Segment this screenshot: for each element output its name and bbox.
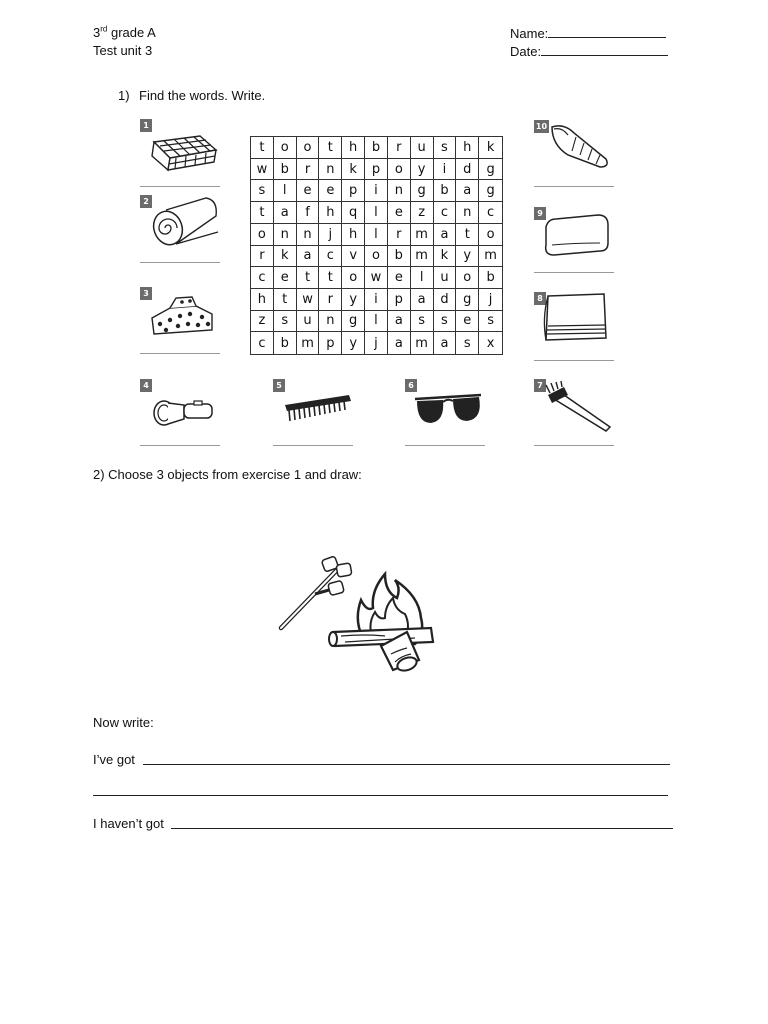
item-10-number: 10 — [535, 122, 548, 131]
grid-cell[interactable]: o — [297, 137, 320, 159]
havent-got-line[interactable] — [171, 828, 673, 829]
grid-cell[interactable]: k — [342, 159, 365, 181]
item-9-answer-line[interactable] — [534, 272, 614, 273]
grid-cell[interactable]: a — [274, 202, 297, 224]
grid-cell[interactable]: r — [319, 289, 342, 311]
grid-cell[interactable]: a — [456, 180, 479, 202]
blanket-icon — [140, 120, 220, 180]
grid-cell[interactable]: g — [411, 180, 434, 202]
grid-cell[interactable]: h — [319, 202, 342, 224]
grid-cell[interactable]: t — [319, 137, 342, 159]
grid-cell[interactable]: b — [434, 180, 457, 202]
grid-cell[interactable]: y — [342, 332, 365, 354]
towel-icon — [534, 288, 614, 348]
grid-cell[interactable]: g — [456, 289, 479, 311]
grid-cell[interactable]: g — [342, 311, 365, 333]
grid-cell[interactable]: e — [388, 202, 411, 224]
grid-cell[interactable]: a — [434, 332, 457, 354]
grid-cell[interactable]: s — [479, 311, 502, 333]
grid-cell[interactable]: i — [434, 159, 457, 181]
grid-cell[interactable]: o — [251, 224, 274, 246]
exercise-1-number: 1) — [118, 88, 130, 103]
item-7-answer-line[interactable] — [534, 445, 614, 446]
torch-icon — [140, 377, 220, 437]
grid-cell[interactable]: a — [388, 311, 411, 333]
grid-cell[interactable]: b — [388, 246, 411, 268]
grid-cell[interactable]: s — [434, 137, 457, 159]
grid-cell[interactable]: j — [319, 224, 342, 246]
grid-cell[interactable]: s — [434, 311, 457, 333]
grid-cell[interactable]: p — [365, 159, 388, 181]
grid-cell[interactable]: k — [434, 246, 457, 268]
grid-cell[interactable]: c — [479, 202, 502, 224]
comb-icon — [273, 377, 353, 437]
grid-cell[interactable]: h — [342, 137, 365, 159]
grid-cell[interactable]: m — [479, 246, 502, 268]
grid-cell[interactable]: o — [342, 267, 365, 289]
grid-cell[interactable]: e — [388, 267, 411, 289]
grid-cell[interactable]: r — [251, 246, 274, 268]
grid-cell[interactable]: h — [251, 289, 274, 311]
item-5-answer-line[interactable] — [273, 445, 353, 446]
item-8-number: 8 — [534, 292, 546, 305]
item-2-number: 2 — [140, 195, 152, 208]
grid-cell[interactable]: r — [297, 159, 320, 181]
date-field[interactable] — [510, 43, 668, 60]
grid-cell[interactable]: n — [319, 159, 342, 181]
grid-cell[interactable]: m — [297, 332, 320, 354]
grid-cell[interactable]: r — [388, 137, 411, 159]
toothbrush-icon — [534, 377, 614, 437]
grid-cell[interactable]: a — [434, 224, 457, 246]
name-line — [548, 25, 666, 38]
havent-got-label: I haven’t got — [93, 816, 164, 831]
grid-cell[interactable]: c — [251, 332, 274, 354]
grid-cell[interactable]: d — [456, 159, 479, 181]
item-10-answer-line[interactable] — [534, 186, 614, 187]
grid-cell[interactable]: h — [342, 224, 365, 246]
item-1-answer-line[interactable] — [140, 186, 220, 187]
grid-cell[interactable]: l — [365, 224, 388, 246]
item-6-number: 6 — [405, 379, 417, 392]
grid-cell[interactable]: s — [456, 332, 479, 354]
date-line — [541, 43, 668, 56]
ive-got-line[interactable] — [143, 764, 670, 765]
grid-cell[interactable]: z — [411, 202, 434, 224]
item-1-number: 1 — [140, 119, 152, 132]
grid-cell[interactable]: c — [251, 267, 274, 289]
grid-cell[interactable]: l — [274, 180, 297, 202]
grid-cell[interactable]: g — [479, 180, 502, 202]
grid-cell[interactable]: s — [411, 311, 434, 333]
grid-cell[interactable]: n — [456, 202, 479, 224]
grid-cell[interactable]: c — [434, 202, 457, 224]
grid-cell[interactable]: i — [365, 289, 388, 311]
grid-cell[interactable]: f — [297, 202, 320, 224]
name-label: Name: — [510, 26, 549, 41]
grid-cell[interactable]: q — [342, 202, 365, 224]
grid-cell[interactable]: x — [486, 335, 495, 351]
grid-cell[interactable]: o — [456, 267, 479, 289]
exercise-1-instruction: Find the words. Write. — [139, 88, 266, 103]
ive-got-label: I’ve got — [93, 752, 135, 767]
grid-cell[interactable]: t — [251, 202, 274, 224]
grid-cell[interactable]: p — [319, 332, 342, 354]
grid-cell[interactable]: b — [365, 137, 388, 159]
grid-cell[interactable]: a — [297, 246, 320, 268]
grid-cell[interactable]: e — [319, 180, 342, 202]
grid-cell[interactable]: u — [411, 137, 434, 159]
now-write-label: Now write: — [93, 715, 154, 730]
grid-cell[interactable]: y — [411, 159, 434, 181]
grid-cell[interactable]: e — [274, 267, 297, 289]
pillow-icon — [534, 205, 614, 265]
grid-cell[interactable]: u — [297, 311, 320, 333]
grid-cell[interactable]: n — [319, 311, 342, 333]
grid-cell[interactable]: j — [365, 332, 388, 354]
grid-cell[interactable]: t — [274, 289, 297, 311]
grid-cell[interactable]: b — [274, 332, 297, 354]
class-label: 3rd grade A — [93, 24, 156, 40]
item-4-answer-line[interactable] — [140, 445, 220, 446]
grid-cell[interactable]: b — [479, 267, 502, 289]
item-3-number: 3 — [140, 287, 152, 300]
grid-cell[interactable]: k — [479, 137, 502, 159]
grid-cell[interactable]: r — [388, 224, 411, 246]
grid-cell[interactable]: m — [411, 224, 434, 246]
item-9-number: 9 — [534, 207, 546, 220]
grid-cell[interactable]: c — [319, 246, 342, 268]
grid-cell[interactable]: n — [297, 224, 320, 246]
grid-cell[interactable]: e — [297, 180, 320, 202]
grid-cell[interactable]: o — [274, 137, 297, 159]
grid-cell[interactable]: t — [456, 224, 479, 246]
grid-cell[interactable]: p — [388, 289, 411, 311]
pyjamas-icon — [140, 288, 220, 348]
grid-cell[interactable]: i — [365, 180, 388, 202]
extra-write-line[interactable] — [93, 795, 668, 796]
campfire-marshmallow-icon — [275, 552, 445, 677]
grid-cell[interactable]: a — [388, 332, 411, 354]
item-6-answer-line[interactable] — [405, 445, 485, 446]
grid-cell[interactable]: t — [251, 137, 274, 159]
grid-cell[interactable]: p — [342, 180, 365, 202]
item-8-answer-line[interactable] — [534, 360, 614, 361]
grid-cell[interactable]: h — [456, 137, 479, 159]
item-3-answer-line[interactable] — [140, 353, 220, 354]
grid-cell[interactable]: y — [342, 289, 365, 311]
grid-cell[interactable]: t — [297, 267, 320, 289]
grid-cell[interactable]: s — [251, 180, 274, 202]
item-4-number: 4 — [140, 379, 152, 392]
grid-cell[interactable]: b — [274, 159, 297, 181]
grid-cell[interactable]: w — [297, 289, 320, 311]
grid-cell[interactable]: l — [365, 202, 388, 224]
grid-cell[interactable]: g — [479, 159, 502, 181]
word-search-grid — [250, 136, 503, 355]
grid-cell[interactable]: n — [274, 224, 297, 246]
grid-cell[interactable]: w — [365, 267, 388, 289]
test-label: Test unit 3 — [93, 43, 153, 58]
item-7-number: 7 — [534, 379, 546, 392]
grid-cell[interactable]: w — [251, 159, 274, 181]
grid-cell[interactable]: m — [411, 332, 434, 354]
grid-cell[interactable]: l — [365, 311, 388, 333]
sleeping-bag-icon — [534, 115, 614, 175]
grid-cell[interactable]: u — [434, 267, 457, 289]
grid-cell[interactable]: l — [411, 267, 434, 289]
rolled-mat-icon — [140, 192, 220, 252]
sunglasses-icon — [405, 377, 485, 437]
name-field[interactable] — [510, 25, 666, 42]
grid-cell[interactable]: m — [411, 246, 434, 268]
exercise-2-instruction: 2) Choose 3 objects from exercise 1 and draw: — [93, 467, 362, 482]
grid-cell[interactable]: e — [456, 311, 479, 333]
grid-cell[interactable]: n — [388, 180, 411, 202]
grid-cell[interactable]: a — [411, 289, 434, 311]
item-5-number: 5 — [273, 379, 285, 392]
grid-cell[interactable]: o — [479, 224, 502, 246]
grid-cell[interactable]: o — [388, 159, 411, 181]
grid-cell[interactable]: k — [274, 246, 297, 268]
grid-cell[interactable]: j — [479, 289, 502, 311]
item-2-answer-line[interactable] — [140, 262, 220, 263]
grid-cell[interactable]: t — [319, 267, 342, 289]
grid-cell[interactable]: s — [274, 311, 297, 333]
grid-cell[interactable]: o — [365, 246, 388, 268]
grid-cell[interactable]: z — [251, 311, 274, 333]
grid-cell[interactable]: y — [456, 246, 479, 268]
date-label: Date: — [510, 44, 542, 59]
grid-cell[interactable]: v — [342, 246, 365, 268]
grid-cell[interactable]: d — [434, 289, 457, 311]
